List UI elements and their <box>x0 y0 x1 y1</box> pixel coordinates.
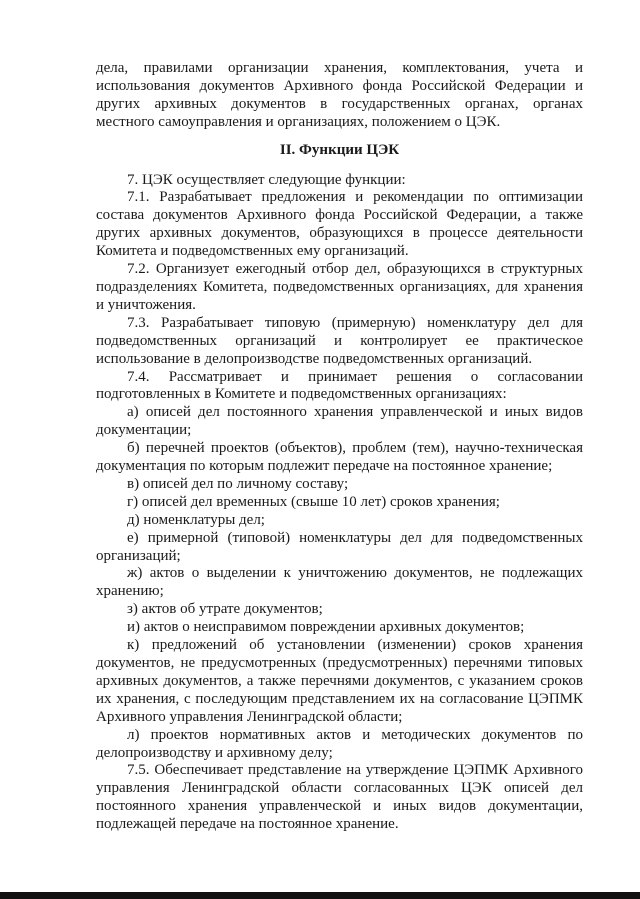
text-line: архивных документов, а также перечнями документов, с указанием сроков <box>96 672 583 689</box>
text-line: Комитета и подведомственных ему организаций. <box>96 243 409 260</box>
text-line: а) описей дел постоянного хранения управленческой и иных видов <box>127 404 583 421</box>
text-line: л) проектов нормативных актов и методических документов по <box>127 726 583 743</box>
text-line: постоянного хранения управленческой и иных видов документации, <box>96 798 583 815</box>
text-line: 7.5. Обеспечивает представление на утверждение ЦЭПМК Архивного <box>127 762 583 779</box>
section-title: II. Функции ЦЭК <box>279 141 400 158</box>
text-line: дела, правилами организации хранения, комплектования, учета и <box>96 60 583 76</box>
text-line: 7. ЦЭК осуществляет следующие функции: <box>127 171 406 188</box>
text-line: хранению; <box>96 583 164 600</box>
text-line: их хранения, с последующим представлением их на согласование ЦЭПМК <box>96 690 583 707</box>
text-line: делопроизводству и архивному делу; <box>96 744 333 761</box>
text-line: и уничтожения. <box>96 296 196 313</box>
text-line: ж) актов о выделении к уничтожению документов, не подлежащих <box>127 565 583 582</box>
text-line: подразделениях Комитета, подведомственных организациях, для хранения <box>96 278 583 295</box>
text-line: использования документов Архивного фонда Российской Федерации и <box>96 77 583 94</box>
text-line: б) перечней проектов (объектов), проблем (тем), научно-техническая <box>127 440 583 457</box>
text-line: других архивных документов в государственных органах, органах <box>96 95 583 112</box>
text-line: и) актов о неисправимом повреждении архивных документов; <box>127 619 525 636</box>
text-line: местного самоуправления и организациях, положением о ЦЭК. <box>96 113 501 130</box>
text-line: Архивного управления Ленинградской области; <box>96 708 403 725</box>
text-line: 7.2. Организует ежегодный отбор дел, образующихся в структурных <box>127 261 583 278</box>
text-line: использование в делопроизводстве подведомственных организаций. <box>96 350 533 367</box>
text-line: документация по которым подлежит передаче на постоянное хранение; <box>96 458 553 475</box>
text-line: состава документов Архивного фонда Российской Федерации, а также <box>96 207 583 224</box>
text-line: организаций; <box>96 547 181 564</box>
section-body <box>96 172 583 835</box>
text-line: е) примерной (типовой) номенклатуры дел для подведомственных <box>127 529 583 546</box>
text-line: д) номенклатуры дел; <box>127 511 265 528</box>
text-line: подготовленных в Комитете и подведомственных организациях: <box>96 386 507 403</box>
text-line: 7.3. Разрабатывает типовую (примерную) номенклатуру дел для <box>127 314 583 331</box>
text-line: документов, не предусмотренных (предусмотренных) перечнями типовых <box>96 655 583 671</box>
text-line: к) предложений об установлении (изменении) сроков хранения <box>127 637 583 654</box>
document-page <box>96 60 583 834</box>
scan-bottom-border <box>0 892 640 899</box>
text-line: управления Ленинградской области согласованных ЦЭК описей дел <box>96 780 583 797</box>
text-line: подлежащей передаче на постоянное хранение. <box>96 816 399 833</box>
text-line: других архивных документов, образующихся в процессе деятельности <box>96 225 583 242</box>
text-line: г) описей дел временных (свыше 10 лет) сроков хранения; <box>127 493 500 510</box>
text-line: 7.4. Рассматривает и принимает решения о согласовании <box>127 368 583 385</box>
text-line: документации; <box>96 422 192 439</box>
text-line: з) актов об утрате документов; <box>127 601 323 618</box>
intro-paragraph <box>96 60 583 132</box>
text-line: в) описей дел по личному составу; <box>127 475 349 492</box>
text-line: 7.1. Разрабатывает предложения и рекомендации по оптимизации <box>127 189 583 206</box>
text-line: подведомственных организаций и контролирует ее практическое <box>96 332 583 349</box>
